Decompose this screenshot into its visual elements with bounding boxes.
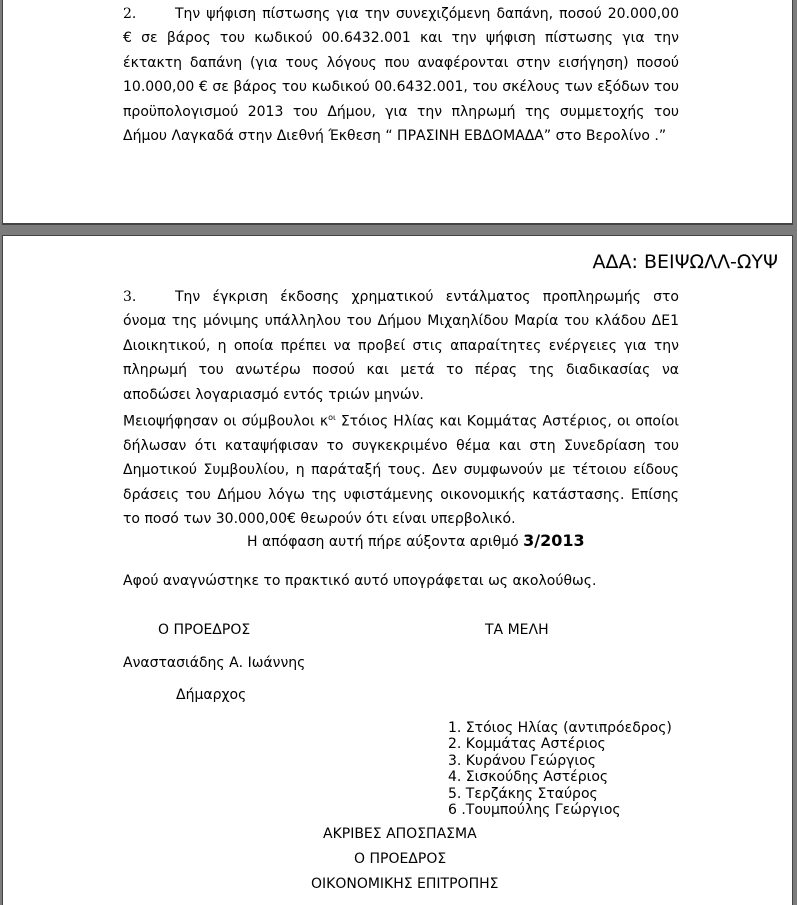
member-item: 1. Στόιος Ηλίας (αντιπρόεδρος) (448, 720, 672, 736)
item-3-paragraph (123, 285, 679, 407)
member-item: 6 .Τουμπούλης Γεώργιος (448, 802, 621, 819)
item-2-number: 2. (123, 6, 137, 22)
footer-committee: ΟΙΚΟΝΟΜΙΚΗΣ ΕΠΙΤΡΟΠΗΣ (311, 876, 499, 892)
members-list (448, 720, 672, 818)
footer-president: Ο ΠΡΟΕΔΡΟΣ (354, 851, 447, 867)
president-name: Αναστασιάδης Α. Ιωάννης (123, 655, 306, 671)
president-heading: Ο ΠΡΟΕΔΡΟΣ (158, 622, 251, 638)
item-2-paragraph (123, 2, 679, 148)
member-item: 3. Κυράνου Γεώργιος (448, 752, 596, 769)
member-item: 5. Τερζάκης Σταύρος (448, 785, 598, 802)
item-3-text: Την έγκριση έκδοσης χρηματικού εντάλματος προπληρωμής στο όνομα της μόνιμης υπάλληλου του Δήμου Μιχαηλίδου Μαρία του κλάδου ΔΕ1 Διοικητικού, η οποία πρέπει να προβεί στις απαραίτητες ενέργειες για την πληρωμή του ανωτέρω ποσού και μετά το πέρας της διαδικασίας να αποδώσει λογαριασμό εντός τριών μηνών. (123, 289, 679, 403)
decision-number: 3/2013 (523, 531, 585, 550)
president-role: Δήμαρχος (176, 687, 247, 703)
member-item: 2. Κομμάτας Αστέριος (448, 736, 606, 753)
ada-code: ΑΔΑ: ΒΕΙΨΩΛΛ-ΩΥΨ (592, 251, 778, 273)
members-heading: ΤΑ ΜΕΛΗ (485, 622, 549, 638)
decision-text: Η απόφαση αυτή πήρε αύξοντα αριθμό (247, 534, 524, 550)
dissent-prefix: Μειοψήφησαν οι σύμβουλοι κ (123, 413, 329, 430)
item-3-number: 3. (123, 289, 137, 305)
dissent-text: Στόιος Ηλίας και Κομμάτας Αστέριος, οι οποίοι δήλωσαν ότι καταψήφισαν το συγκεκριμένο θέμα και στη Συνεδρίαση του Δημοτικού Συμβουλίου, η παράταξή τους. Δεν συμφωνούν με τέτοιου είδους δράσεις του Δήμου λόγω της υφιστάμενης οικονομικής κατάστασης. Επίσης το ποσό των 30.000,00€ θεωρούν ότι είναι υπερβολικό. (123, 413, 680, 528)
document-page-2 (2, 235, 793, 905)
decision-line (247, 531, 585, 550)
item-2-text: Την ψήφιση πίστωσης για την συνεχιζόμενη δαπάνη, ποσού 20.000,00 € σε βάρος του κωδικού 00.6432.001 και την ψήφιση πίστωσης για την έκτακτη δαπάνη (για τους λόγους που αναφέρονται στην εισήγηση) ποσού 10.000,00 € σε βάρος του κωδικού 00.6432.001, του σκέλους των εξόδων του προϋπολογισμού 2013 του Δήμου, για την πληρωμή της συμμετοχής του Δήμου Λαγκαδά στην Διεθνή Έκθεση “ ΠΡΑΣΙΝΗ ΕΒΔΟΜΑΔΑ” στο Βερολίνο .” (123, 6, 679, 145)
document-page-1 (2, 0, 793, 225)
dissent-paragraph (123, 406, 679, 532)
signed-statement: Αφού αναγνώστηκε το πρακτικό αυτό υπογράφεται ως ακολούθως. (123, 573, 597, 589)
member-item: 4. Σισκούδης Αστέριος (448, 769, 609, 786)
dissent-superscript: οι (328, 413, 336, 422)
footer-exact-extract: ΑΚΡΙΒΕΣ ΑΠΟΣΠΑΣΜΑ (323, 826, 477, 842)
